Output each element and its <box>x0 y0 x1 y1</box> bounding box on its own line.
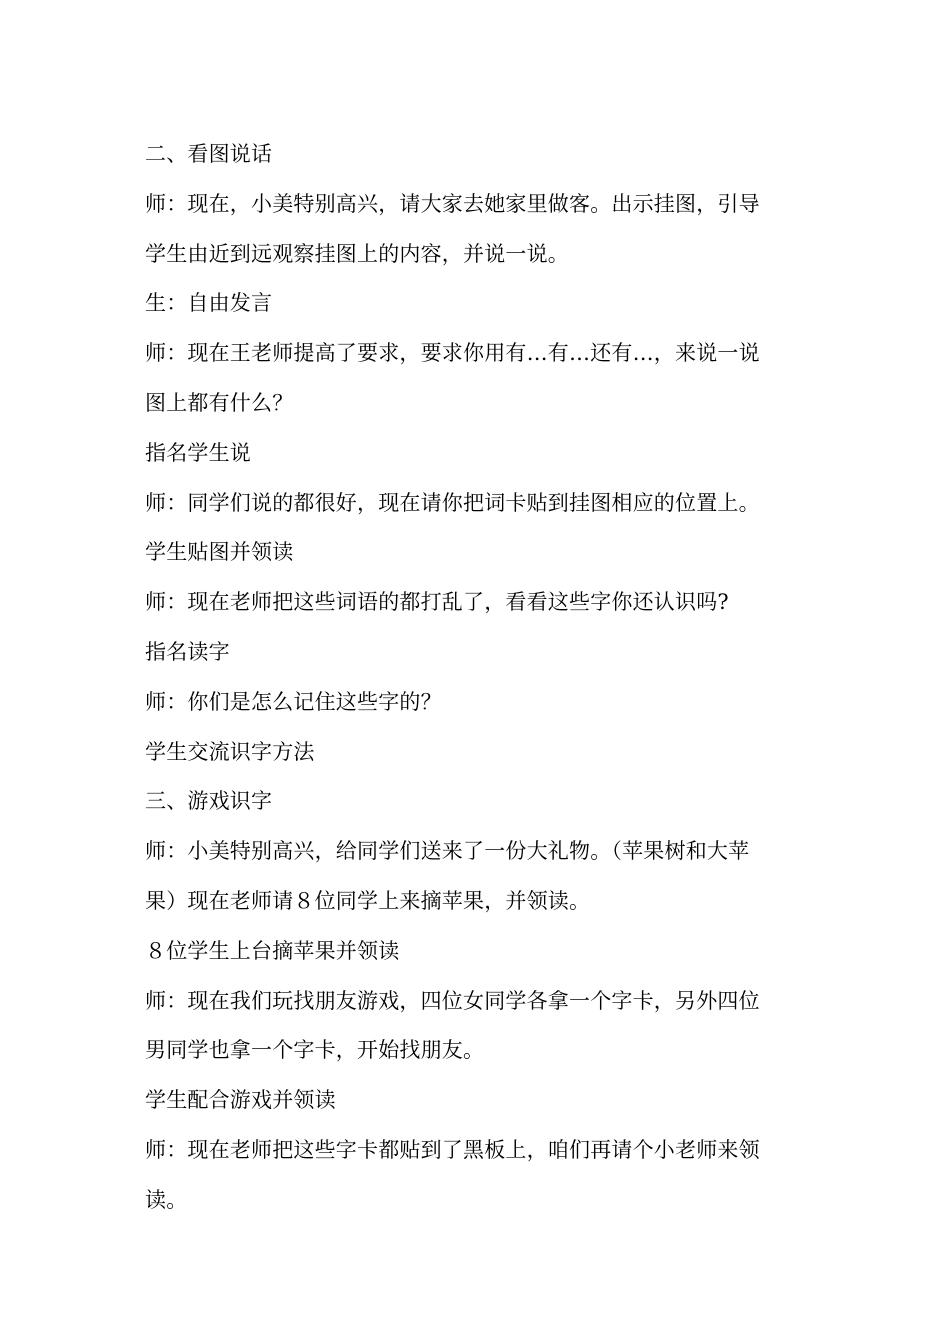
paragraph-line: 读。 <box>145 1187 188 1212</box>
paragraph-line: 师：现在老师把这些词语的都打乱了，看看这些字你还认识吗? <box>145 590 729 615</box>
paragraph-line: 师：同学们说的都很好，现在请你把词卡贴到挂图相应的位置上。 <box>145 490 760 515</box>
paragraph-line: 学生配合游戏并领读 <box>145 1088 336 1113</box>
paragraph-line: 学生贴图并领读 <box>145 540 294 565</box>
section-heading: 二、看图说话 <box>145 142 273 166</box>
paragraph-line: 图上都有什么？ <box>145 390 294 415</box>
paragraph-line: 师：现在王老师提高了要求，要求你用有…有…还有…，来说一说 <box>145 341 760 366</box>
document-body <box>145 130 810 1226</box>
paragraph-line: 果）现在老师请８位同学上来摘苹果，并领读。 <box>145 888 591 913</box>
paragraph-line: 男同学也拿一个字卡，开始找朋友。 <box>145 1038 485 1063</box>
paragraph-line: 师：小美特别高兴，给同学们送来了一份大礼物。（苹果树和大苹 <box>145 839 750 864</box>
paragraph-line: ８位学生上台摘苹果并领读 <box>145 938 400 963</box>
paragraph-line: 学生交流识字方法 <box>145 739 315 764</box>
paragraph-line: 师：现在，小美特别高兴，请大家去她家里做客。出示挂图，引导 <box>145 191 760 216</box>
paragraph-line: 师：现在我们玩找朋友游戏，四位女同学各拿一个字卡，另外四位 <box>145 988 760 1013</box>
paragraph-line: 指名学生说 <box>145 440 251 465</box>
paragraph-line: 师：现在老师把这些字卡都贴到了黑板上，咱们再请个小老师来领 <box>145 1137 760 1162</box>
paragraph-line: 指名读字 <box>145 639 230 664</box>
paragraph-line: 学生由近到远观察挂图上的内容，并说一说。 <box>145 241 569 266</box>
section-heading: 三、游戏识字 <box>145 789 273 814</box>
paragraph-line: 生：自由发言 <box>145 291 273 316</box>
paragraph-line: 师：你们是怎么记住这些字的？ <box>145 689 442 714</box>
